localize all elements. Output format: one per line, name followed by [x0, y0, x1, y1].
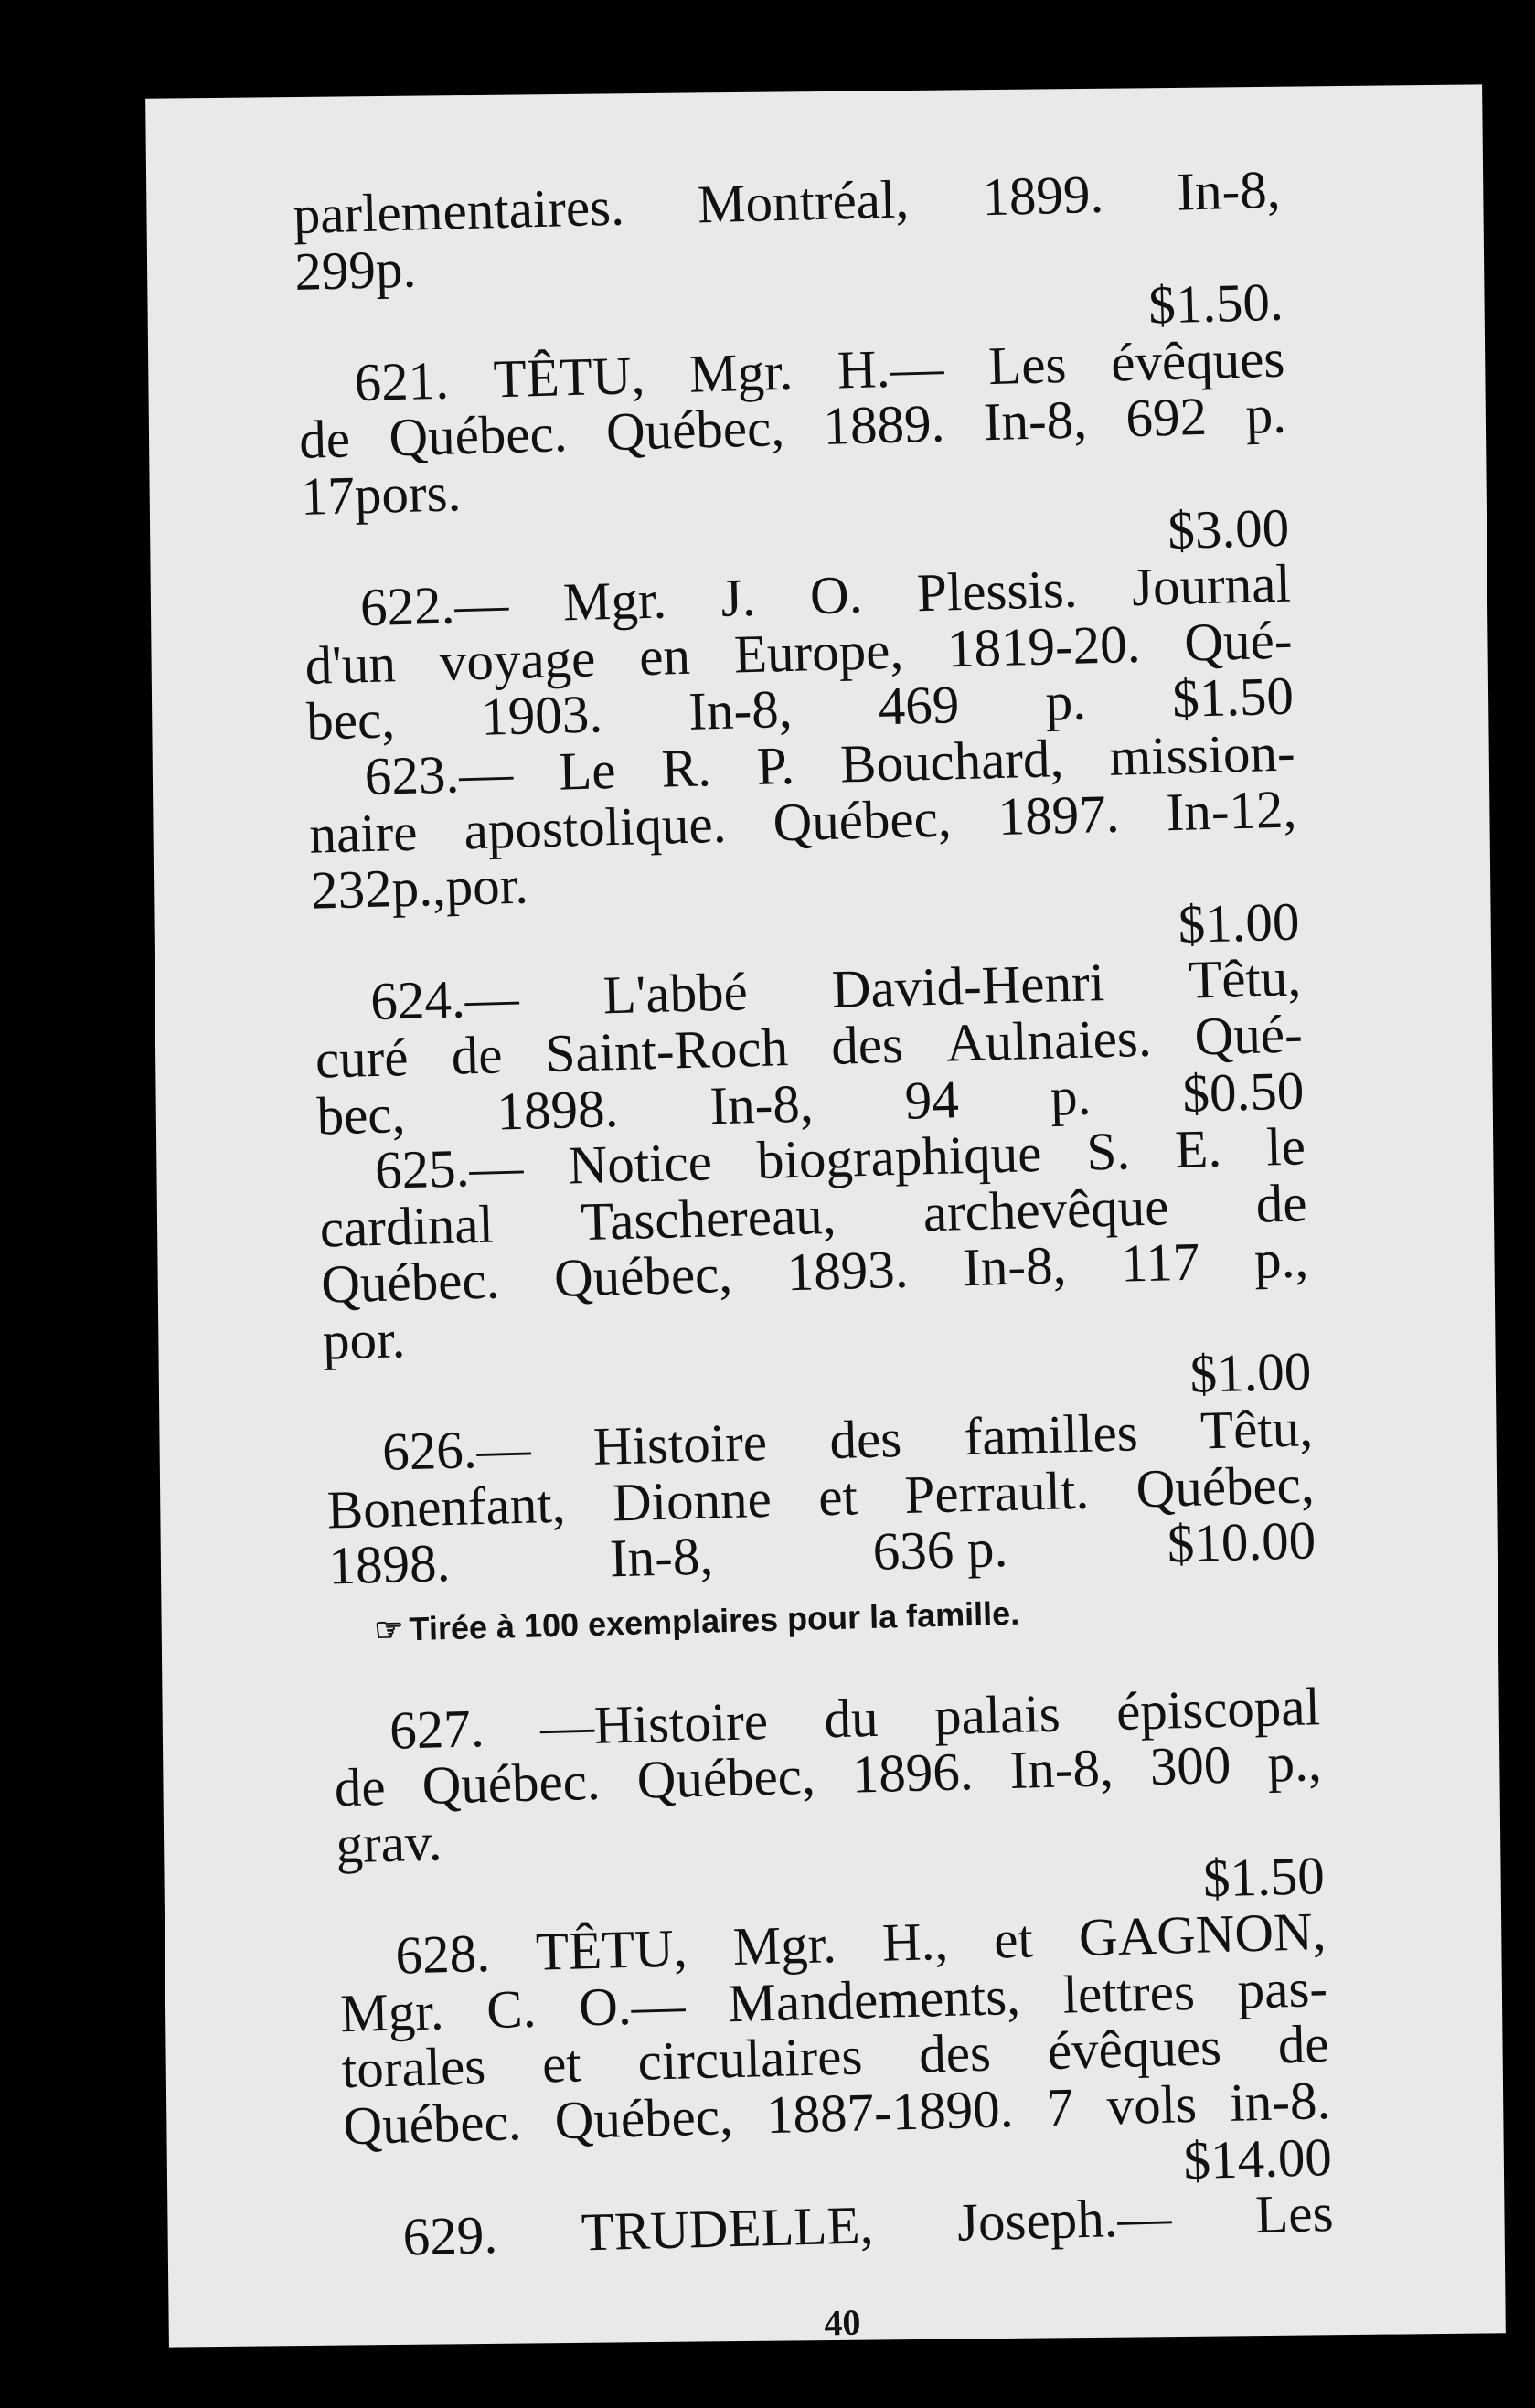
word: mission-: [1108, 721, 1296, 787]
word: In-8,: [1176, 158, 1282, 222]
word: bec,: [305, 688, 396, 752]
word: Europe,: [733, 619, 904, 685]
word: 469: [877, 674, 961, 737]
word: $1.00: [1177, 890, 1301, 954]
word: pors.: [353, 462, 463, 526]
word: circulaires: [636, 2025, 864, 2093]
word: H.,: [881, 1911, 949, 1973]
word: Mgr.: [562, 569, 667, 633]
word: curé: [314, 1026, 410, 1090]
word: —Histoire: [539, 1689, 769, 1757]
word: Québec.: [320, 1249, 501, 1315]
word: Mgr.: [688, 340, 794, 404]
word: Dionne: [612, 1467, 773, 1532]
word: Les: [1254, 2182, 1335, 2245]
word: TRUDELLE,: [580, 2194, 875, 2263]
word: Montréal,: [697, 168, 910, 235]
word: 1898.: [496, 1077, 620, 1141]
word: $10.00: [1167, 1509, 1316, 1574]
word: de: [1276, 2013, 1330, 2075]
word: S.: [1085, 1120, 1131, 1182]
word: archevêque: [922, 1175, 1170, 1243]
word: 636 p.: [871, 1518, 1009, 1582]
word: et: [817, 1465, 858, 1528]
word: de: [298, 408, 351, 471]
word: Perrault.: [903, 1459, 1090, 1525]
word: In-8,: [688, 678, 794, 742]
word: Histoire: [592, 1411, 768, 1476]
word: L'abbé: [602, 961, 749, 1026]
word: 625.—: [374, 1135, 525, 1201]
word: 1897.: [997, 783, 1121, 847]
word: 7: [1045, 2076, 1075, 2138]
word: Saint-Roch: [544, 1017, 789, 1083]
word: de: [1254, 1172, 1308, 1234]
word: C.: [485, 1977, 538, 2040]
word: David-Henri: [831, 952, 1105, 1020]
word: 299: [293, 239, 377, 302]
word: des: [828, 1408, 902, 1471]
word: cardinal: [318, 1193, 495, 1259]
word: 692: [1125, 386, 1208, 449]
word: p.: [1244, 384, 1287, 446]
word: Qué-: [1193, 1003, 1304, 1067]
word: Québec,: [605, 397, 785, 463]
word: In-8,: [982, 389, 1088, 453]
word: Mgr.: [731, 1913, 837, 1977]
word: évêques: [1110, 327, 1286, 393]
word: 17: [299, 464, 356, 527]
word: 300: [1148, 1734, 1232, 1797]
word: Le: [558, 739, 617, 802]
word: 1887-1890.: [765, 2078, 1015, 2146]
word: Québec,: [635, 1745, 816, 1811]
word: et: [541, 2032, 582, 2094]
word: Joseph.—: [956, 2186, 1173, 2253]
page-text-block: [292, 158, 1338, 2386]
word: p.: [1050, 1064, 1093, 1127]
word: parlementaires.: [292, 176, 625, 245]
word: de: [450, 1024, 504, 1086]
word: H.—: [837, 336, 945, 400]
word: Québec,: [772, 786, 953, 853]
word: O.: [809, 564, 864, 626]
word: 628.: [394, 1923, 491, 1986]
word: de: [333, 1756, 387, 1818]
word: R.: [660, 737, 712, 799]
catalog-entries-bottom: [332, 1678, 1334, 2267]
word: $14.00: [1182, 2126, 1333, 2190]
word: 626.—: [381, 1417, 532, 1482]
word: Mandements,: [727, 1965, 1021, 2034]
word: GAGNON,: [1078, 1901, 1327, 1968]
word: des: [918, 2022, 992, 2085]
word: lettres: [1061, 1960, 1196, 2025]
word: $3.00: [1167, 496, 1290, 560]
word: In-8,: [962, 1234, 1068, 1298]
word: In-12,: [1165, 778, 1297, 842]
word: des: [830, 1013, 904, 1076]
word: Bouchard,: [839, 728, 1064, 794]
word: TÊTU,: [535, 1917, 688, 1982]
word: Québec,: [553, 1243, 733, 1309]
word: 624.—: [369, 967, 520, 1032]
word: Têtu,: [1199, 1397, 1314, 1461]
word: J.: [720, 567, 757, 629]
word: Aulnaies.: [945, 1007, 1153, 1073]
word: Taschereau,: [580, 1184, 837, 1252]
word: Québec,: [1135, 1453, 1316, 1518]
word: naire: [308, 801, 419, 865]
pointing-hand-icon: ☞: [373, 1610, 405, 1649]
word: 629.: [401, 2204, 498, 2267]
word: O.—: [578, 1974, 687, 2038]
word: familles: [963, 1401, 1139, 1467]
word: In-8,: [609, 1525, 714, 1589]
word: $0.50: [1181, 1059, 1306, 1124]
word: Québec.: [421, 1751, 602, 1817]
word: Québec.: [342, 2091, 523, 2157]
word: 622.—: [359, 573, 510, 638]
word: Québec.: [388, 402, 569, 468]
word: Québec,: [553, 2085, 734, 2151]
word: palais: [933, 1682, 1061, 1747]
word: bec,: [315, 1082, 407, 1146]
word: p.: [1044, 670, 1087, 732]
word: E.: [1174, 1117, 1222, 1180]
word: P.: [756, 734, 795, 796]
word: 117: [1120, 1231, 1201, 1294]
word: biographique: [756, 1123, 1043, 1191]
footnote-text: Tirée à 100 exemplaires pour la famille.: [409, 1593, 1020, 1648]
word: 232: [310, 858, 393, 921]
word: épiscopal: [1115, 1676, 1321, 1742]
word: 627.: [389, 1697, 485, 1761]
word: le: [1265, 1115, 1306, 1177]
word: Têtu,: [1188, 946, 1302, 1010]
catalog-entries-top: [292, 158, 1316, 1596]
word: 621.: [353, 349, 450, 413]
word: 1893.: [785, 1239, 910, 1303]
word: évêques: [1046, 2016, 1222, 2082]
word: vols: [1105, 2072, 1198, 2136]
word: por.: [444, 854, 529, 917]
word: 1889.: [822, 392, 946, 457]
word: d'un: [304, 632, 397, 696]
word: p.,: [1266, 1731, 1323, 1795]
word: In-8,: [1008, 1737, 1114, 1801]
word: et: [993, 1908, 1034, 1970]
word: torales: [341, 2035, 487, 2100]
word: 1898.: [327, 1532, 452, 1596]
word: $1.50: [1202, 1844, 1326, 1909]
word: p.,: [1253, 1228, 1309, 1291]
word: $1.50: [1171, 665, 1295, 730]
word: 1899.: [981, 163, 1104, 228]
word: $1.50.: [1147, 271, 1284, 336]
word: 623.—: [364, 741, 514, 807]
word: pas-: [1236, 1956, 1328, 2020]
word: Les: [987, 333, 1068, 396]
word: 94: [903, 1068, 960, 1131]
word: p.,: [390, 857, 447, 919]
word: 1896.: [850, 1741, 975, 1806]
page-number: 40: [823, 2301, 861, 2344]
word: Journal: [1131, 552, 1292, 618]
word: grav.: [335, 1811, 443, 1875]
word: $1.00: [1189, 1340, 1313, 1405]
word: In-8,: [709, 1071, 815, 1135]
word: por.: [322, 1308, 407, 1371]
word: en: [638, 624, 691, 687]
word: Qué-: [1183, 609, 1294, 673]
word: TÊTU,: [492, 344, 645, 410]
word: voyage: [438, 627, 597, 692]
word: 1903.: [480, 683, 603, 748]
word: apostolique.: [463, 793, 728, 860]
word: Mgr.: [339, 1980, 445, 2044]
word: in-8.: [1229, 2070, 1331, 2133]
word: Plessis.: [916, 558, 1079, 623]
word: Bonenfant,: [326, 1473, 567, 1540]
word: Notice: [567, 1131, 713, 1196]
word: p.: [375, 238, 417, 300]
word: 1819-20.: [946, 613, 1142, 679]
word: du: [823, 1687, 879, 1750]
